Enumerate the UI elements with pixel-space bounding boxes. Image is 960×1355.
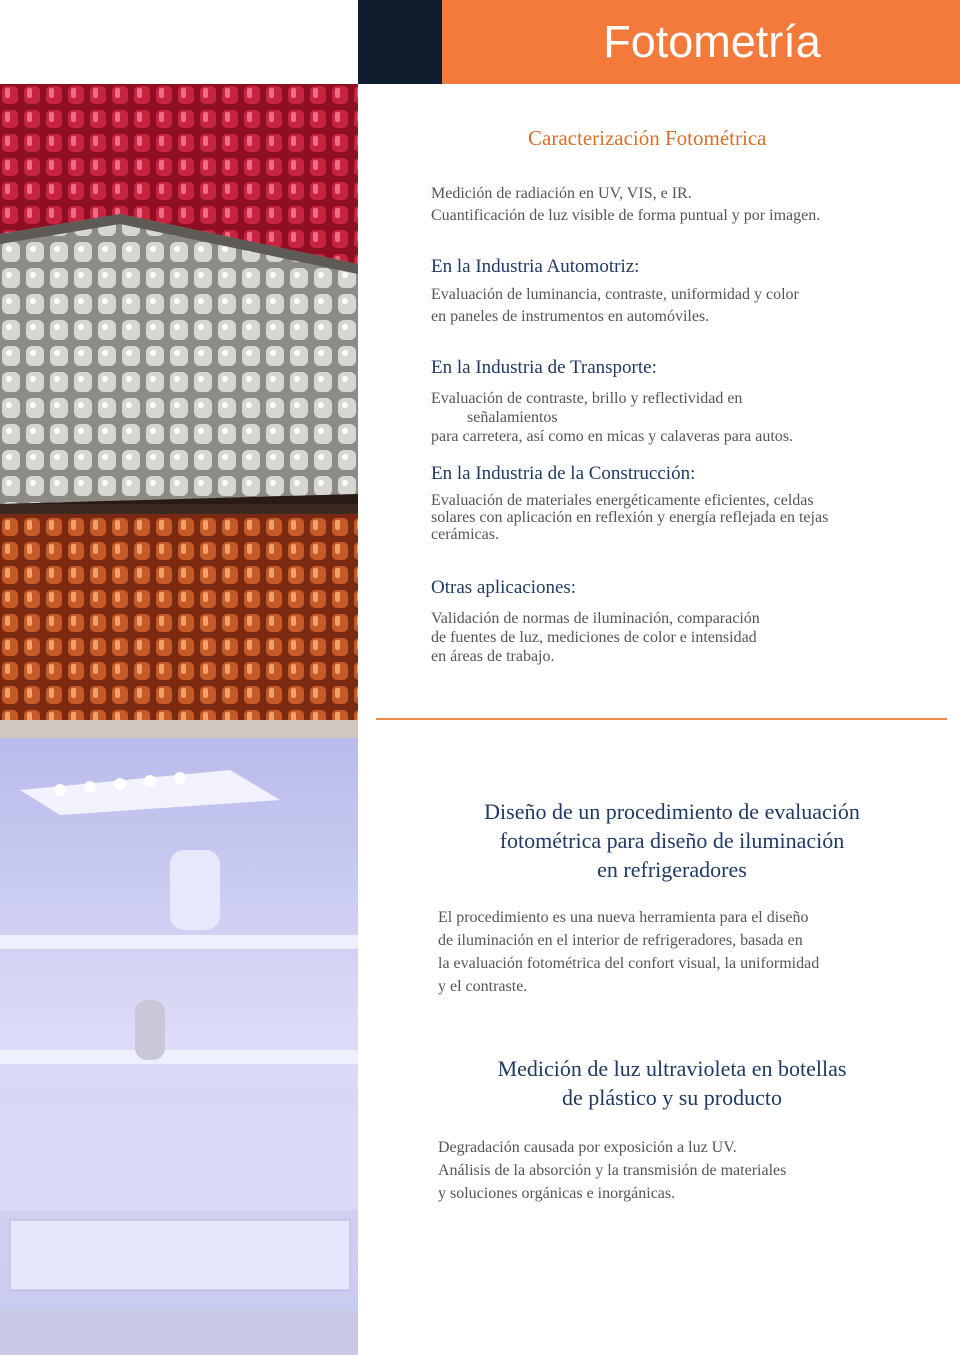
section-transport-line: Evaluación de contraste, brillo y reflectividad en	[431, 390, 743, 407]
section-other-line: de fuentes de luz, mediciones de color e intensidad	[431, 629, 757, 646]
section-other-title: Otras aplicaciones:	[431, 577, 577, 598]
refrigerator-interior-photo	[0, 720, 358, 1355]
uv-project-title: de plástico y su producto	[562, 1085, 782, 1110]
page-title: Fotometría	[603, 16, 821, 67]
section-transport-line: señalamientos	[467, 409, 558, 426]
fridge-project-line: de iluminación en el interior de refrigeradores, basada en	[438, 932, 803, 949]
section-automotive-line: en paneles de instrumentos en automóviles.	[431, 308, 710, 325]
uv-project-title: Medición de luz ultravioleta en botellas	[497, 1056, 847, 1081]
uv-project-line: y soluciones orgánicas e inorgánicas.	[438, 1185, 676, 1202]
section-construction-line: cerámicas.	[431, 526, 499, 543]
tail-light-photo	[0, 84, 358, 720]
fridge-project-title: Diseño de un procedimiento de evaluación	[484, 799, 860, 824]
intro-line: Cuantificación de luz visible de forma puntual y por imagen.	[431, 207, 821, 224]
fridge-project-line: El procedimiento es una nueva herramienta para el diseño	[438, 909, 809, 926]
section-other-line: en áreas de trabajo.	[431, 648, 555, 665]
section-construction-line: solares con aplicación en reflexión y energía reflejada en tejas	[431, 509, 829, 526]
fridge-project-line: la evaluación fotométrica del confort visual, la uniformidad	[438, 955, 820, 972]
uv-project-line: Degradación causada por exposición a luz UV.	[438, 1139, 737, 1156]
fridge-project-line: y el contraste.	[438, 978, 528, 995]
section-transport-line: para carretera, así como en micas y calaveras para autos.	[431, 428, 794, 445]
section-other-line: Validación de normas de iluminación, comparación	[431, 610, 760, 627]
section-divider	[376, 718, 947, 720]
intro-title: Caracterización Fotométrica	[528, 126, 767, 150]
section-construction-line: Evaluación de materiales energéticamente eficientes, celdas	[431, 492, 814, 509]
section-transport-title: En la Industria de Transporte:	[431, 357, 657, 378]
fridge-project-title: fotométrica para diseño de iluminación	[499, 828, 845, 853]
section-automotive-line: Evaluación de luminancia, contraste, uniformidad y color	[431, 286, 799, 303]
section-automotive-title: En la Industria Automotriz:	[431, 256, 640, 277]
uv-project-line: Análisis de la absorción y la transmisión de materiales	[438, 1162, 787, 1179]
fridge-project-title: en refrigeradores	[597, 857, 747, 882]
section-construction-title: En la Industria de la Construcción:	[431, 463, 696, 484]
header-navy-block	[358, 0, 442, 84]
intro-line: Medición de radiación en UV, VIS, e IR.	[431, 185, 692, 202]
